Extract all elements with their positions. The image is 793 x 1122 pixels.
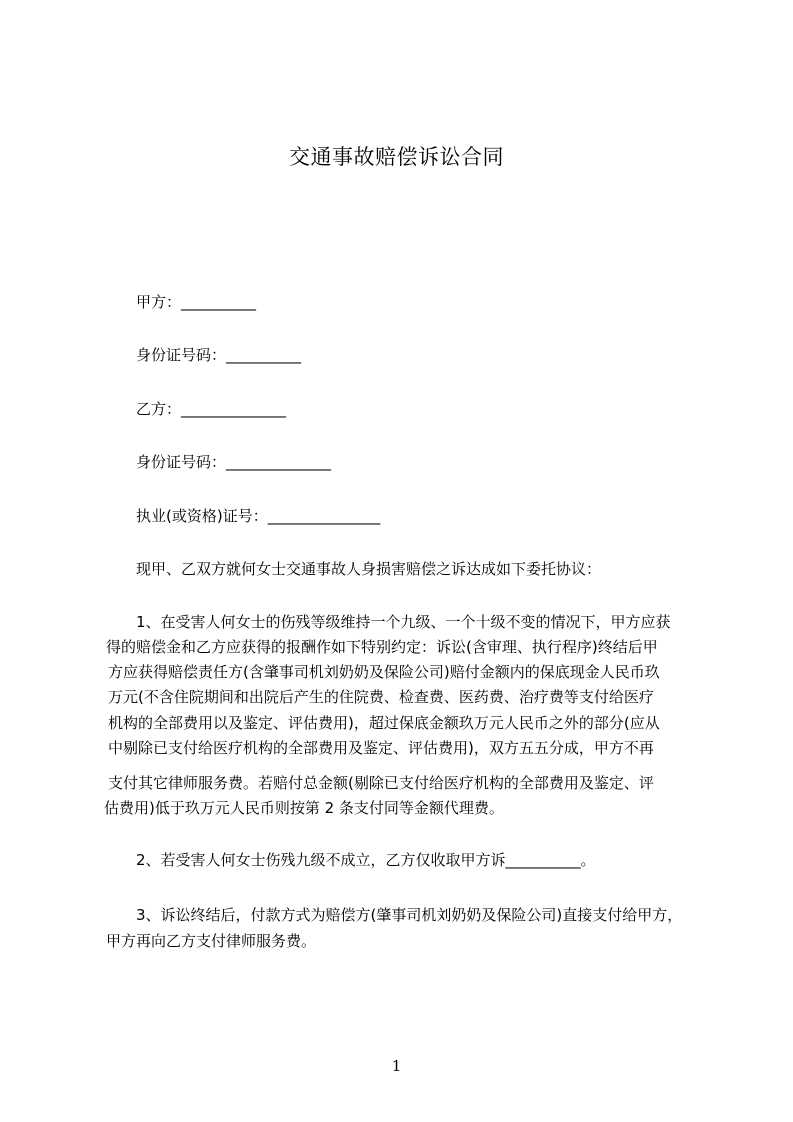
party-a-id-line (136, 345, 301, 365)
clause-1-line: 支付其它律师服务费。若赔付总金额(剔除已支付给医疗机构的全部费用及鉴定、评 (108, 774, 654, 792)
clause-1-line: 中剔除已支付给医疗机构的全部费用及鉴定、评估费用)，双方五五分成，甲方不再 (108, 739, 654, 757)
clause-1-line: 估费用)低于玖万元人民币则按第 2 条支付同等金额代理费。 (104, 799, 504, 817)
clause-3-line: 3、诉讼终结后，付款方式为赔偿方(肇事司机刘奶奶及保险公司)直接支付给甲方， (136, 906, 683, 924)
party-b-id-blank: ______________ (226, 453, 332, 471)
party-b-id-line (136, 452, 331, 472)
party-b-id-label: 身份证号码： (136, 453, 227, 471)
party-a-blank: __________ (181, 293, 257, 311)
party-b-line (136, 399, 286, 419)
intro-paragraph: 现甲、乙双方就何女士交通事故人身损害赔偿之诉达成如下委托协议： (136, 560, 602, 578)
license-line (136, 506, 380, 526)
party-b-label: 乙方： (136, 400, 182, 418)
clause-1-line: 万元(不含住院期间和出院后产生的住院费、检查费、医药费、治疗费等支付给医疗 (108, 688, 654, 706)
clause-2-blank: __________ (505, 851, 581, 869)
party-a-label: 甲方： (136, 293, 182, 311)
clause-2-text: 2、若受害人何女士伤残九级不成立，乙方仅收取甲方诉 (136, 851, 506, 869)
party-b-blank: ______________ (181, 400, 287, 418)
party-a-id-blank: __________ (226, 346, 302, 364)
party-a-id-label: 身份证号码： (136, 346, 227, 364)
clause-1-line: 机构的全部费用以及鉴定、评估费用)，超过保底金额玖万元人民币之外的部分(应从 (108, 714, 660, 732)
clause-2 (136, 850, 596, 870)
clause-3-line: 甲方再向乙方支付律师服务费。 (106, 932, 317, 950)
clause-1-line: 方应获得赔偿责任方(含肇事司机刘奶奶及保险公司)赔付金额内的保底现金人民币玖 (108, 663, 660, 681)
page-title: 交通事故赔偿诉讼合同 (289, 145, 504, 169)
clause-1-line: 1、在受害人何女士的伤残等级维持一个九级、一个十级不变的情况下，甲方应获 (136, 613, 671, 631)
license-label: 执业(或资格)证号： (136, 507, 268, 525)
clause-1-line: 得的赔偿金和乙方应获得的报酬作如下特别约定：诉讼(含审理、执行程序)终结后甲 (106, 638, 658, 656)
page-number: 1 (391, 1057, 402, 1075)
license-blank: _______________ (267, 507, 381, 525)
clause-2-suffix: 。 (580, 851, 596, 869)
party-a-line (136, 292, 256, 312)
